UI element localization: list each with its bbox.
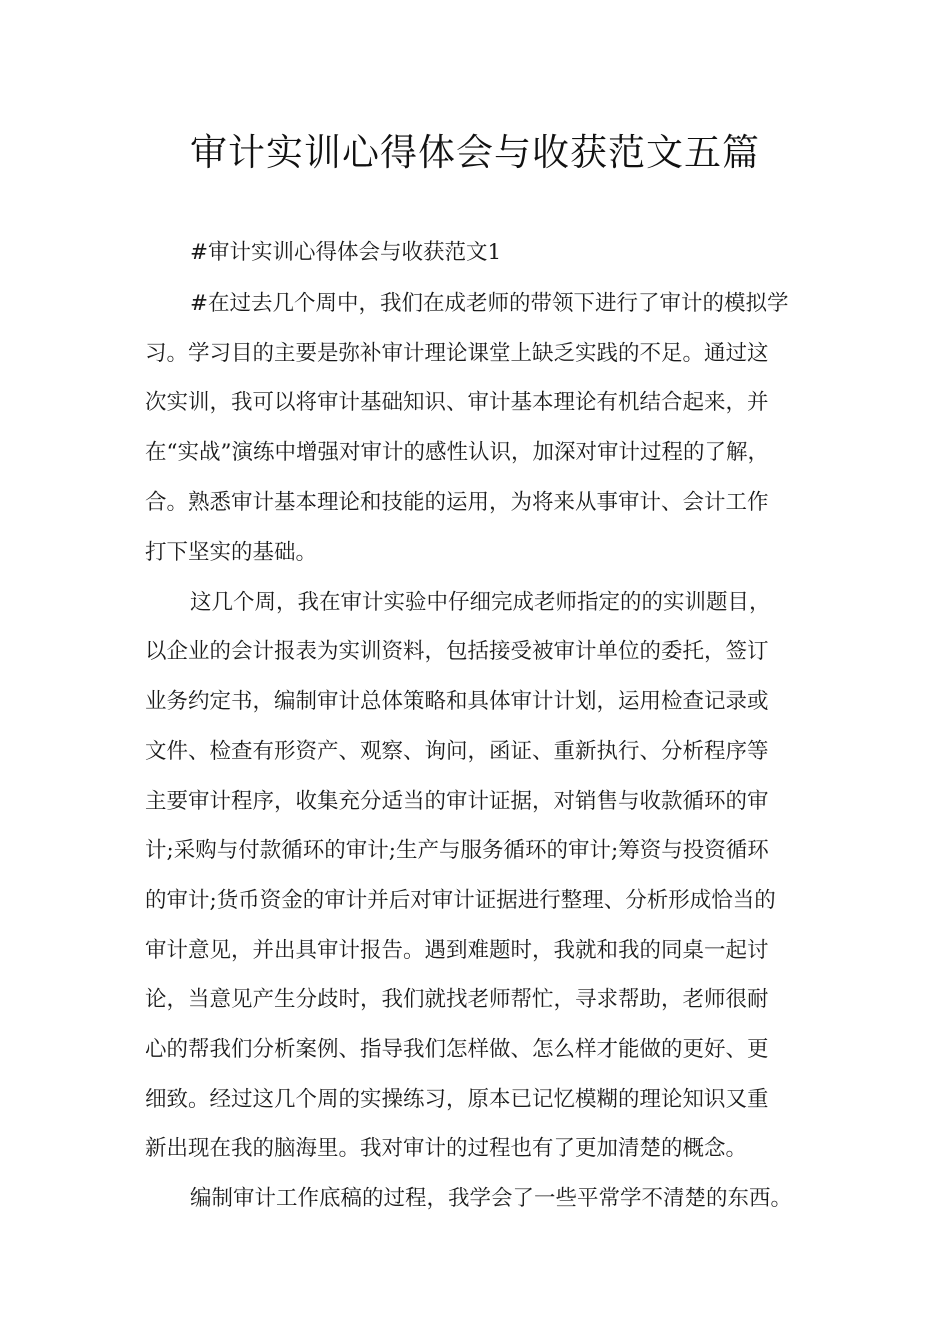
paragraph-line: 习。学习目的主要是弥补审计理论课堂上缺乏实践的不足。通过这 (145, 341, 769, 366)
paragraph-line: 打下坚实的基础。 (145, 540, 318, 565)
section-heading: #审计实训心得体会与收获范文1 (190, 240, 502, 265)
paragraph-line: 计;采购与付款循环的审计;生产与服务循环的审计;筹资与投资循环 (145, 838, 769, 863)
paragraph-line: 以企业的会计报表为实训资料，包括接受被审计单位的委托，签订 (145, 639, 769, 664)
paragraph-line: 在“实战”演练中增强对审计的感性认识，加深对审计过程的了解， (145, 440, 769, 465)
paragraph-line: 次实训，我可以将审计基础知识、审计基本理论有机结合起来，并 (145, 390, 769, 415)
paragraph-line: 主要审计程序，收集充分适当的审计证据，对销售与收款循环的审 (145, 789, 769, 814)
paragraph-line: 心的帮我们分析案例、指导我们怎样做、怎么样才能做的更好、更 (145, 1037, 769, 1062)
paragraph-line: 的审计;货币资金的审计并后对审计证据进行整理、分析形成恰当的 (145, 888, 776, 913)
page-title: 审计实训心得体会与收获范文五篇 (190, 131, 760, 174)
paragraph-line: 细致。经过这几个周的实操练习，原本已记忆模糊的理论知识又重 (145, 1087, 769, 1112)
paragraph-line: 编制审计工作底稿的过程，我学会了一些平常学不清楚的东西。 (190, 1186, 793, 1211)
paragraph-line: 审计意见，并出具审计报告。遇到难题时，我就和我的同桌一起讨 (145, 938, 769, 963)
paragraph-line: 合。熟悉审计基本理论和技能的运用，为将来从事审计、会计工作 (145, 490, 769, 515)
paragraph-line: 这几个周，我在审计实验中仔细完成老师指定的的实训题目， (190, 590, 771, 615)
paragraph-line: #在过去几个周中，我们在成老师的带领下进行了审计的模拟学 (190, 291, 789, 316)
paragraph-line: 论，当意见产生分歧时，我们就找老师帮忙，寻求帮助，老师很耐 (145, 987, 769, 1012)
paragraph-line: 文件、检查有形资产、观察、询问，函证、重新执行、分析程序等 (145, 739, 769, 764)
paragraph-line: 业务约定书，编制审计总体策略和具体审计计划，运用检查记录或 (145, 689, 769, 714)
paragraph-line: 新出现在我的脑海里。我对审计的过程也有了更加清楚的概念。 (145, 1136, 748, 1161)
